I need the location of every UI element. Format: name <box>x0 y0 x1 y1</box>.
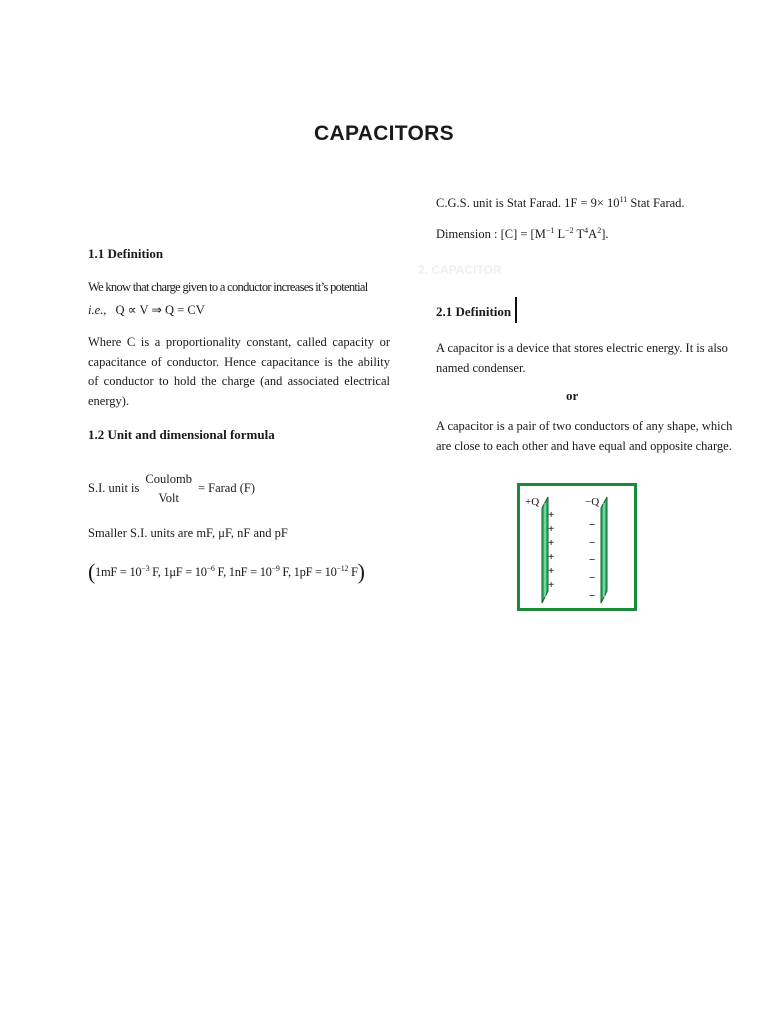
capacitor-diagram <box>517 483 637 611</box>
dim-l: L <box>554 227 566 241</box>
si-unit-prefix: S.I. unit is <box>88 480 140 495</box>
cgs-text-end: Stat Farad. <box>627 196 685 210</box>
fraction-denominator: Volt <box>158 491 179 505</box>
conv-mf-exp: −3 <box>141 564 150 573</box>
section-1-2-heading: 1.2 Unit and dimensional formula <box>88 427 275 442</box>
definition-line: We know that charge given to a conductor increases it’s potential <box>88 280 368 294</box>
dim-exp-m: −1 <box>545 226 555 235</box>
minus-sign: − <box>589 572 596 584</box>
ie-label: i.e., <box>88 303 107 317</box>
plus-q-label: +Q <box>525 496 540 508</box>
capacitor-definition-1: A capacitor is a device that stores electric energy. It is also named condenser. <box>436 341 728 375</box>
minus-sign: − <box>589 519 596 531</box>
plus-sign: + <box>548 579 555 591</box>
conv-uf-exp: −6 <box>206 564 215 573</box>
dim-exp-l: −2 <box>565 226 574 235</box>
dimension-line <box>436 225 740 245</box>
cgs-text: C.G.S. unit is Stat Farad. 1F = 9× 10 <box>436 196 620 210</box>
plus-sign: + <box>548 523 555 535</box>
section-2-1-heading: 2.1 Definition <box>436 304 512 319</box>
plus-sign: + <box>548 565 555 577</box>
plus-sign: + <box>548 537 555 549</box>
dim-t: T <box>573 227 585 241</box>
plus-sign: + <box>548 551 555 563</box>
section-1-1-heading: 1.1 Definition <box>88 246 164 261</box>
faint-section-heading: 2. CAPACITOR <box>418 263 502 277</box>
page-title: CAPACITORS <box>314 122 454 145</box>
dim-text: Dimension : [C] = [M <box>436 227 546 241</box>
dim-end: ]. <box>601 227 609 241</box>
smaller-units-line: Smaller S.I. units are mF, μF, nF and pF <box>88 526 288 540</box>
open-paren: ( <box>88 559 96 584</box>
capacitor-figure <box>517 483 637 611</box>
minus-q-label: −Q <box>585 496 600 508</box>
conv-uf: F, 1μF = 10 <box>149 565 207 579</box>
si-unit-line <box>88 470 390 508</box>
dim-exp-a: 2 <box>597 226 602 235</box>
heading-bracket <box>515 297 517 323</box>
unit-conversion-line <box>88 559 390 584</box>
dim-a: A <box>588 227 598 241</box>
relation-line <box>88 301 390 321</box>
minus-sign: − <box>589 554 596 566</box>
conv-pf: F, 1pF = 10 <box>279 565 337 579</box>
minus-sign: − <box>589 537 596 549</box>
charge-relation: Q ∝ V ⇒ Q = CV <box>115 303 205 317</box>
capacitance-paragraph: Where C is a proportionality constant, called capacity or capacitance of conductor. Hence capacitance is the ability of conductor to hold the charge (and associated electrical energy). <box>88 335 390 408</box>
cgs-exponent: 11 <box>619 195 628 204</box>
close-paren: ) <box>357 559 365 584</box>
or-separator: or <box>566 388 579 403</box>
capacitor-definition-2: A capacitor is a pair of two conductors of any shape, which are close to each other and have equal and opposite charge. <box>436 419 733 453</box>
minus-sign: − <box>589 590 596 602</box>
dim-exp-t: 4 <box>584 226 589 235</box>
plus-sign: + <box>548 509 555 521</box>
conv-end: F <box>348 565 358 579</box>
unit-fraction <box>145 470 192 508</box>
conv-pf-exp: −12 <box>336 564 349 573</box>
conv-nf: F, 1nF = 10 <box>214 565 272 579</box>
fraction-numerator: Coulomb <box>145 472 192 486</box>
si-unit-result: = Farad (F) <box>197 480 255 495</box>
conv-nf-exp: −9 <box>271 564 280 573</box>
cgs-unit-line <box>436 194 740 214</box>
conv-mf: 1mF = 10 <box>95 565 142 579</box>
